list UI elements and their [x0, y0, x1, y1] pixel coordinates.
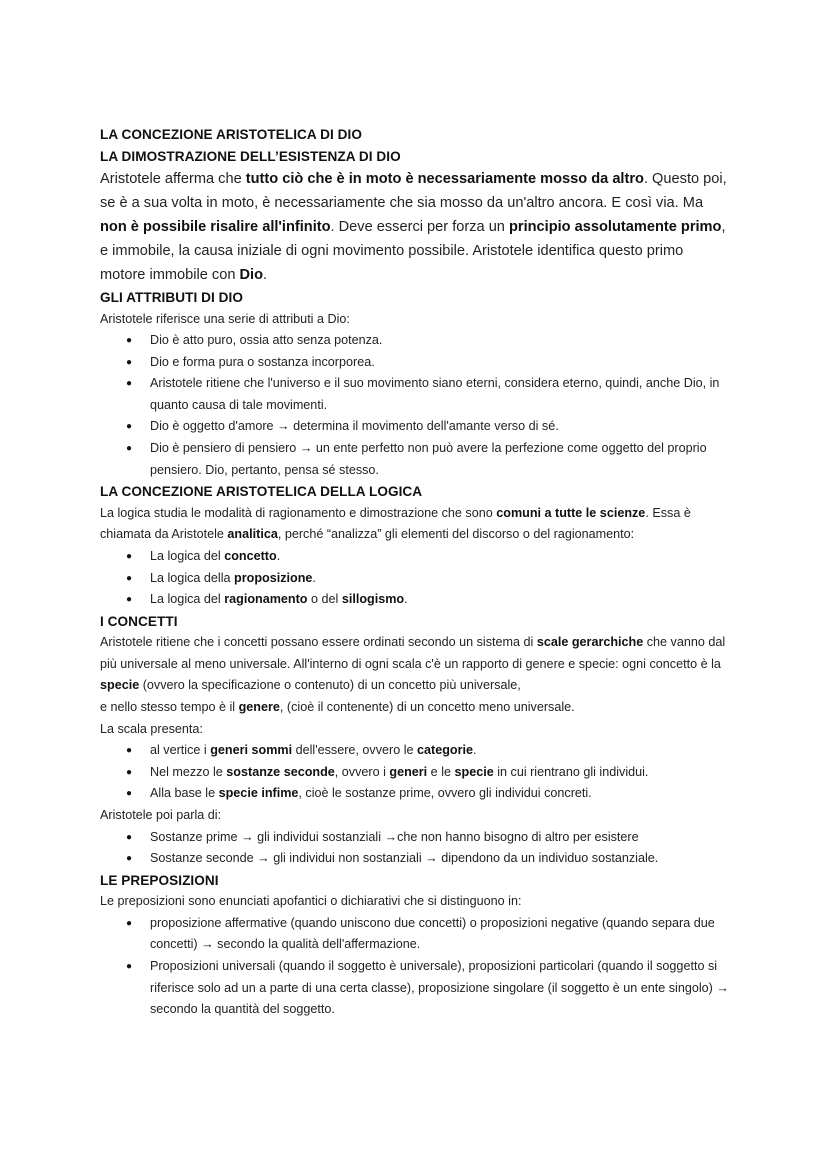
list-item: ● Sostanze prime → gli individui sostanziali →che non hanno bisogno di altro per esistere: [150, 827, 732, 849]
list-item: ● Aristotele ritiene che l'universo e il suo movimento siano eterni, considera eterno, quindi, anche Dio, in quanto causa di tale movimenti.: [150, 373, 732, 416]
list-item: ● Dio è atto puro, ossia atto senza potenza.: [150, 330, 732, 352]
paragraph-existence-of-god: Aristotele afferma che tutto ciò che è in moto è necessariamente mosso da altro. Questo poi, se è a sua volta in moto, è necessariamente che sia mosso da un'altro ancora. E così via. Ma non è possibile risalire all'infinito. Deve esserci per forza un principio assolutamente primo, e immobile, la causa iniziale di ogni movimento possibile. Aristotele identifica questo primo motore immobile con Dio.: [100, 171, 727, 283]
heading-existence-of-god: LA DIMOSTRAZIONE DELL’ESISTENZA DI DIO: [100, 148, 401, 164]
list-item: ● Proposizioni universali (quando il soggetto è universale), proposizioni particolari (quando il soggetto si riferisce solo ad un a parte di una certa classe), proposizione singolare (il soggetto è un ente singolo) → secondo la quantità del soggetto.: [150, 956, 732, 1021]
list-item: ● La logica del concetto.: [150, 546, 732, 568]
scale-intro: La scala presenta:: [100, 721, 203, 736]
document-title: LA CONCEZIONE ARISTOTELICA DI DIO: [100, 127, 362, 142]
substances-intro: Aristotele poi parla di:: [100, 807, 222, 822]
paragraph-concepts: Aristotele ritiene che i concetti possano essere ordinati secondo un sistema di scale gerarchiche che vanno dal più universale al meno universale. All'interno di ogni scala c'è un rapporto di genere e specie: ogni concetto è la specie (ovvero la specificazione o contenuto) di un concetto più universale, e nello stesso tempo è il genere, (cioè il contenente) di un concetto meno universale.: [100, 635, 726, 714]
list-item: ● proposizione affermative (quando uniscono due concetti) o proposizioni negative (quando separa due concetti) → secondo la qualità dell'affermazione.: [150, 913, 732, 956]
attributes-list: [100, 330, 732, 481]
heading-propositions: LE PREPOSIZIONI: [100, 872, 219, 888]
list-item: ● Dio è oggetto d'amore → determina il movimento dell'amante verso di sé.: [150, 416, 732, 438]
heading-logic: LA CONCEZIONE ARISTOTELICA DELLA LOGICA: [100, 484, 423, 500]
document-page: [100, 124, 732, 1021]
list-item: ● Dio e forma pura o sostanza incorporea.: [150, 352, 732, 374]
paragraph-logic: La logica studia le modalità di ragionamento e dimostrazione che sono comuni a tutte le scienze. Essa è chiamata da Aristotele analitica, perché “analizza” gli elementi del discorso o del ragionamento:: [100, 505, 691, 542]
list-item: ● Nel mezzo le sostanze seconde, ovvero i generi e le specie in cui rientrano gli individui.: [150, 762, 732, 784]
substances-list: [100, 827, 732, 870]
logic-list: [100, 546, 732, 611]
list-item: ● al vertice i generi sommi dell'essere, ovvero le categorie.: [150, 740, 732, 762]
heading-attributes-of-god: GLI ATTRIBUTI DI DIO: [100, 290, 243, 305]
list-item: ● Sostanze seconde → gli individui non sostanziali → dipendono da un individuo sostanziale.: [150, 848, 732, 870]
list-item: ● Alla base le specie infime, cioè le sostanze prime, ovvero gli individui concreti.: [150, 783, 732, 805]
heading-concepts: I CONCETTI: [100, 613, 178, 629]
list-item: ● La logica della proposizione.: [150, 568, 732, 590]
scale-list: [100, 740, 732, 805]
propositions-intro: Le preposizioni sono enunciati apofantici o dichiarativi che si distinguono in:: [100, 894, 522, 909]
propositions-list: [100, 913, 732, 1021]
list-item: ● La logica del ragionamento o del sillogismo.: [150, 589, 732, 611]
list-item: ● Dio è pensiero di pensiero → un ente perfetto non può avere la perfezione come oggetto del proprio pensiero. Dio, pertanto, pensa sé stesso.: [150, 438, 732, 481]
attributes-intro: Aristotele riferisce una serie di attributi a Dio:: [100, 311, 350, 326]
